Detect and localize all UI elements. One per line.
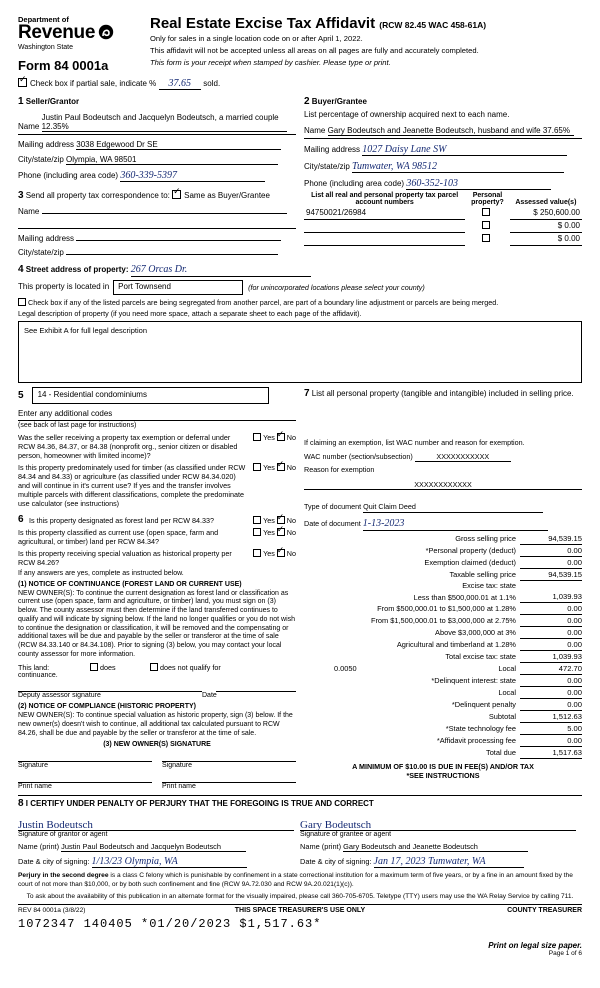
seller-name-label: Name — [18, 122, 40, 132]
perjury-note — [18, 872, 582, 889]
seller-mailing-label: Mailing address — [18, 140, 75, 150]
new-owner-print-label-1: Print name — [18, 783, 52, 791]
title-rcw: (RCW 82.45 WAC 458-61A) — [379, 20, 487, 30]
section-7-heading: 7 List all personal property (tangible and intangible) included in selling price. — [304, 388, 574, 400]
section-2-heading: 2 Buyer/Grantee — [304, 96, 367, 108]
reason-value[interactable]: XXXXXXXXXXXX — [304, 480, 582, 490]
parcel-number-1[interactable]: 94750021/26984 — [304, 207, 465, 220]
grantee-signature-value[interactable]: Gary Bodeutsch — [300, 819, 372, 832]
notice-continuance-body: NEW OWNER(S): To continue the current designation as forest land or classification as current use (open space, farm and agriculture, or timber) land, you must sign on (3) below. The county assessor must then determine if the land transferred continues to qualify and will indicate by signing below. If the land no longer qualifies or you do not wish to continue the designation or classification, it will be removed and the compensating or additional taxes will be due and payable by the seller or transferor at the time of sale (RCW 84.33.140 or 84.34.108). Prior to signing (3) below, you may contact your local county assessor for more information. — [18, 589, 296, 658]
located-in-row — [18, 280, 582, 294]
form-note-2: This affidavit will not be accepted unless all areas on all pages are fully and accurately completed. — [150, 46, 479, 55]
form-note-1: Only for sales in a single location code on or after April 1, 2022. — [150, 33, 363, 43]
calc-label-14: *Delinquent penalty — [451, 700, 516, 710]
notice-continuance-title: (1) NOTICE OF CONTINUANCE (FOREST LAND OR CURRENT USE) — [18, 580, 242, 588]
agency-block — [18, 16, 144, 73]
personal-property-3[interactable] — [465, 232, 509, 245]
located-in-input[interactable]: Port Townsend — [113, 280, 243, 294]
doc-date-label: Date of document — [304, 518, 361, 528]
calc-value-11[interactable]: 472.70 — [520, 663, 582, 675]
section-6-heading: 6 — [18, 514, 24, 526]
currentuse-yes-checkbox[interactable] — [253, 528, 261, 536]
section-1-heading: 1 Seller/Grantor — [18, 96, 80, 108]
section-3-heading: 3 Send all property tax correspondence to: ✓ Same as Buyer/Grantee — [18, 189, 296, 202]
calc-row — [304, 568, 582, 580]
print-legal-note: Print on legal size paper. — [488, 940, 582, 950]
calc-label-5: Less than $500,000.01 at 1.1% — [413, 592, 516, 602]
does-checkbox[interactable] — [90, 663, 98, 671]
calc-label-3: Taxable selling price — [449, 569, 516, 579]
assessed-value-3[interactable]: $ 0.00 — [510, 232, 582, 245]
land-use-code-input[interactable]: 14 - Residential condominiums — [32, 387, 269, 403]
historic-yes-checkbox[interactable] — [253, 549, 261, 557]
parcel-col-header: List all real and personal property tax parcel account numbers — [311, 191, 459, 206]
legal-description-box[interactable] — [18, 321, 582, 383]
form-note-3: This form is your receipt when stamped by cashier. Please type or print. — [150, 58, 391, 68]
table-row — [304, 232, 582, 245]
see-back-note: (see back of last page for instructions) — [18, 422, 137, 430]
see-instructions-note: *SEE INSTRUCTIONS — [406, 771, 480, 781]
calc-label-4: Excise tax: state — [462, 581, 516, 591]
grantee-print-label: Name (print) — [300, 842, 342, 852]
corr-city-row — [18, 248, 296, 257]
calc-label-8: Above $3,000,000 at 3% — [435, 628, 516, 638]
located-in-note: (for unincorporated locations please select your county) — [248, 282, 425, 292]
calc-label-1: *Personal property (deduct) — [425, 545, 516, 555]
revenue-logo-icon — [98, 24, 114, 44]
perjury-text: is a class C felony which is punishable by confinement in a state correctional institution for a maximum term of five years, or by a fine in an amount fixed by the court of not more than $10,000, or by both such confinement and fine (RCW 9A.72.030 and RCW 9A.20.021(1)(c)). — [18, 872, 573, 888]
calc-value-12[interactable]: 0.00 — [520, 675, 582, 687]
seller-mailing-value[interactable]: 3038 Edgewood Dr SE — [76, 140, 281, 150]
calc-value-13[interactable]: 0.00 — [520, 687, 582, 699]
corr-mailing-row — [18, 234, 296, 243]
calc-row — [304, 747, 582, 759]
minimum-due-note: A MINIMUM OF $10.00 IS DUE IN FEE(S) AND/OR TAX — [352, 762, 534, 772]
new-owner-sig-label-1: Signature — [18, 762, 48, 770]
calc-row — [304, 627, 582, 639]
calc-value-9[interactable]: 0.00 — [520, 639, 582, 651]
section-8-heading: 8 I CERTIFY UNDER PENALTY OF PERJURY THAT THE FOREGOING IS TRUE AND CORRECT — [18, 798, 374, 810]
exemption-yes-checkbox[interactable] — [253, 433, 261, 441]
doc-type-value[interactable]: Quit Claim Deed — [363, 502, 543, 512]
new-owner-sig-title: (3) NEW OWNER(S) SIGNATURE — [103, 741, 211, 749]
calc-value-5[interactable]: 1,039.93 — [520, 591, 582, 603]
same-as-buyer-label: Same as Buyer/Grantee — [184, 191, 270, 201]
land-qualify-row — [18, 663, 296, 672]
corr-city-value[interactable] — [66, 254, 278, 255]
new-owner-print-label-2: Print name — [162, 783, 196, 791]
calc-value-18[interactable]: 1,517.63 — [520, 747, 582, 759]
forest-land-answer[interactable]: Yes ✓No — [253, 516, 296, 525]
buyer-phone-row — [304, 178, 582, 190]
calc-label-9: Agricultural and timberland at 1.28% — [396, 640, 516, 650]
seller-phone-label: Phone (including area code) — [18, 171, 119, 181]
parcel-table — [304, 192, 582, 246]
tax-calculation-table — [304, 533, 582, 760]
corr-name-row — [18, 207, 296, 216]
current-use-row — [18, 528, 296, 546]
rev-number: REV 84 0001a (3/8/22) — [18, 906, 86, 914]
timber-no-checkbox[interactable] — [277, 463, 285, 471]
notice-compliance-body: NEW OWNER(S): To continue special valuation as historic property, sign (3) below. If the new owner(s) doesn't wish to continue, all additional tax calculated pursuant to RCW 84.26, shall be due and payable by the seller or transferor at the time of sale. — [18, 712, 293, 737]
calc-row — [304, 615, 582, 627]
calc-label-6: From $500,000.01 to $1,500,000 at 1.28% — [377, 604, 516, 614]
calc-value-15[interactable]: 1,512.63 — [520, 711, 582, 723]
calc-row — [304, 603, 582, 615]
calc-label-18: Total due — [486, 748, 516, 758]
historic-no-checkbox[interactable] — [277, 549, 285, 557]
grantor-date-row — [18, 856, 294, 868]
corr-name-value[interactable] — [42, 213, 287, 214]
timber-yes-checkbox[interactable] — [253, 463, 261, 471]
exemption-question-row — [18, 433, 296, 460]
form-header — [18, 16, 582, 73]
calc-row — [304, 556, 582, 568]
seller-phone-value[interactable]: 360-339-5397 — [120, 170, 265, 182]
segregated-row — [18, 298, 582, 307]
timber-use-question-text: Is this property predominately used for timber (as classified under RCW 84.34 and 84.33) or agriculture (as classified under RCW 84.34.020) and will continue in it's current use? If yes and the transfer involves multiple parcels with different classifications, complete the predominate use calculator (see instructions) — [18, 463, 246, 509]
calc-label-2: Exemption claimed (deduct) — [424, 557, 516, 567]
buyer-mailing-row — [304, 144, 582, 156]
dept-label: Department of — [18, 15, 69, 24]
grantee-date-value[interactable]: Jan 17, 2023 Tumwater, WA — [374, 856, 524, 868]
buyer-city-value[interactable]: Tumwater, WA 98512 — [352, 161, 564, 173]
grantor-signature-block — [18, 819, 300, 868]
grantee-date-row — [300, 856, 576, 868]
calc-row — [304, 687, 582, 699]
parcel-number-2[interactable] — [304, 219, 465, 232]
agency-name: Revenue — [18, 24, 144, 44]
this-land-label: This land: — [18, 662, 50, 672]
buyer-name-row — [304, 126, 582, 136]
calc-value-3[interactable]: 94,539.15 — [520, 568, 582, 580]
wac-number-row — [304, 452, 582, 462]
seller-city-value[interactable]: Olympia, WA 98501 — [66, 155, 278, 165]
grantor-signature-value[interactable]: Justin Bodeutsch — [18, 819, 93, 832]
historic-answer[interactable]: Yes ✓No — [253, 549, 296, 558]
ada-note: To ask about the availability of this publication in an alternate format for the visually impaired, please call 360-705-6705. Teletype (TTY) users may use the WA Relay Service by calling 711. — [26, 893, 574, 901]
doc-date-value[interactable]: 1-13-2023 — [363, 517, 548, 531]
corr-mailing-value[interactable] — [76, 240, 281, 241]
calc-label-10: Total excise tax: state — [445, 652, 516, 662]
calc-row — [304, 639, 582, 651]
buyer-mailing-label: Mailing address — [304, 144, 361, 154]
timber-use-question-row — [18, 463, 296, 508]
forest-land-question: Is this property designated as forest land per RCW 84.33? — [29, 516, 214, 526]
calc-value-17[interactable]: 0.00 — [520, 735, 582, 747]
seller-phone-row — [18, 170, 296, 182]
ownership-note: List percentage of ownership acquired next to each name. — [304, 110, 510, 120]
state-label: Washington State — [18, 43, 73, 51]
calc-row — [304, 663, 582, 675]
treasurer-use-label: THIS SPACE TREASURER'S USE ONLY — [234, 906, 366, 914]
page-number: Page 1 of 6 — [548, 949, 582, 957]
calc-label-16: *State technology fee — [445, 724, 516, 734]
calc-row — [304, 591, 582, 603]
current-use-question: Is this property classified as current use (open space, farm and agricultural, or timber) land per RCW 84.34? — [18, 528, 219, 547]
partial-sale-row — [18, 78, 582, 89]
calc-row — [304, 699, 582, 711]
calc-row — [304, 675, 582, 687]
page-title: Real Estate Excise Tax Affidavit (RCW 82.45 WAC 458-61A) — [150, 15, 487, 32]
calc-row — [304, 723, 582, 735]
partial-sale-label: Check box if partial sale, indicate % — [30, 79, 157, 89]
personal-property-2[interactable] — [465, 219, 509, 232]
calc-value-2[interactable]: 0.00 — [520, 556, 582, 568]
form-number: Form 84 0001a — [18, 58, 109, 74]
wac-number-label: WAC number (section/subsection) — [304, 451, 413, 461]
calc-row — [304, 711, 582, 723]
forest-land-row — [29, 516, 296, 525]
corr-name-label: Name — [18, 207, 40, 217]
grantor-print-label: Name (print) — [18, 842, 60, 852]
ifyes-note: If any answers are yes, complete as instructed below. — [18, 570, 184, 578]
assessed-value-1[interactable]: $ 250,600.00 — [510, 207, 582, 220]
land-doesnot-option[interactable]: does not qualify for — [150, 663, 221, 672]
calc-label-7: From $1,500,000.01 to $3,000,000 at 2.75% — [370, 616, 516, 626]
buyer-phone-value[interactable]: 360-352-103 — [406, 178, 551, 190]
same-as-buyer-checkbox[interactable] — [172, 190, 181, 199]
grantee-signature-block — [300, 819, 582, 868]
seller-name-row — [18, 113, 296, 132]
county-treasurer-label: COUNTY TREASURER — [507, 906, 582, 914]
calc-value-7[interactable]: 0.00 — [520, 615, 582, 627]
grantor-date-value[interactable]: 1/13/23 Olympia, WA — [92, 856, 247, 868]
grantor-print-value[interactable]: Justin Paul Bodeutsch and Jacquelyn Bodeutsch — [61, 842, 246, 852]
seller-mailing-row — [18, 140, 296, 150]
deputy-assessor-label: Deputy assessor signature — [18, 692, 101, 700]
assessed-value-2[interactable]: $ 0.00 — [510, 219, 582, 232]
calc-value-8[interactable]: 0.00 — [520, 627, 582, 639]
calc-value-6[interactable]: 0.00 — [520, 603, 582, 615]
calc-value-16[interactable]: 5.00 — [520, 723, 582, 735]
deputy-date-label: Date — [202, 692, 217, 700]
local-rate: 0.0050 — [334, 664, 357, 674]
timber-use-answer[interactable]: Yes ✓No — [253, 463, 296, 472]
partial-sale-percent[interactable]: 37.65 — [159, 78, 202, 90]
calc-label-17: *Affidavit processing fee — [436, 736, 516, 746]
notice-compliance-title: (2) NOTICE OF COMPLIANCE (HISTORIC PROPERTY) — [18, 703, 196, 711]
exemption-instructions: If claiming an exemption, list WAC number and reason for exemption. — [304, 438, 525, 448]
wac-number-value[interactable]: XXXXXXXXXXX — [415, 452, 511, 462]
personal-col-header: Personal property? — [471, 191, 504, 206]
grantee-print-row — [300, 842, 576, 852]
buyer-name-label: Name — [304, 125, 326, 135]
parcel-number-3[interactable] — [304, 232, 465, 245]
calc-value-4 — [520, 580, 582, 591]
calc-value-0[interactable]: 94,539.15 — [520, 533, 582, 545]
calc-value-1[interactable]: 0.00 — [520, 544, 582, 556]
calc-row — [304, 544, 582, 556]
section-4 — [18, 263, 582, 383]
reason-label: Reason for exemption — [304, 465, 375, 475]
does-not-checkbox[interactable] — [150, 663, 158, 671]
calc-row — [304, 580, 582, 591]
perjury-bold: Perjury in the second degree — [18, 872, 109, 880]
doc-type-label: Type of document — [304, 502, 362, 512]
located-in-label: This property is located in — [18, 282, 110, 292]
doc-type-row — [304, 502, 582, 512]
calc-row — [304, 533, 582, 545]
calc-label-11: Local — [498, 664, 516, 674]
exemption-answer[interactable]: Yes ✓No — [253, 433, 296, 442]
assessed-col-header: Assessed value(s) — [515, 198, 577, 206]
grantor-print-row — [18, 842, 294, 852]
street-address-value[interactable]: 267 Orcas Dr. — [131, 263, 311, 277]
partial-sale-checkbox[interactable] — [18, 78, 27, 87]
segregated-checkbox[interactable] — [18, 298, 26, 306]
exemption-question-text: Was the seller receiving a property tax exemption or deferral under RCW 84.36, 84.37, or 84.38 (nonprofit org., senior citizen or disabled person, homeowner with limited income)? — [18, 433, 238, 461]
grantee-signature-label: Signature of grantee or agent — [300, 831, 392, 839]
calc-label-15: Subtotal — [488, 712, 516, 722]
buyer-city-label: City/state/zip — [304, 161, 350, 171]
calc-label-13: Local — [498, 688, 516, 698]
table-row — [304, 207, 582, 220]
grantee-date-label: Date & city of signing: — [300, 857, 372, 867]
seller-name-value[interactable]: Justin Paul Bodeutsch and Jacquelyn Bodeutsch, a married couple 12.35% — [42, 113, 287, 132]
corr-city-label: City/state/zip — [18, 248, 64, 258]
grantee-print-value[interactable]: Gary Bodeutsch and Jeanette Bodeutsch — [343, 842, 528, 852]
buyer-mailing-value[interactable]: 1027 Daisy Lane SW — [362, 144, 567, 156]
buyer-city-row — [304, 161, 582, 173]
calc-row — [304, 735, 582, 747]
continuance-word: continuance. — [18, 671, 58, 679]
table-row — [304, 219, 582, 232]
segregated-label: Check box if any of the listed parcels are being segregated from another parcel, are part of a boundary line adjustment or parcels are being merged. — [28, 297, 499, 307]
sold-label: sold. — [203, 79, 221, 89]
seller-city-label: City/state/zip — [18, 155, 64, 165]
exemption-no-checkbox[interactable] — [277, 433, 285, 441]
historic-question: Is this property receiving special valuation as historical property per RCW 84.26? — [18, 549, 232, 568]
section-5-heading: 5 14 - Residential condominiums — [18, 387, 296, 403]
doc-date-row — [304, 517, 582, 531]
forest-no-checkbox[interactable] — [277, 516, 285, 524]
additional-codes-label: Enter any additional codes — [18, 408, 113, 418]
new-owner-sig-label-2: Signature — [162, 762, 192, 770]
corr-mailing-label: Mailing address — [18, 234, 75, 244]
buyer-phone-label: Phone (including area code) — [304, 178, 405, 188]
section-8 — [18, 795, 582, 868]
personal-property-1[interactable] — [465, 207, 509, 220]
calc-value-14[interactable]: 0.00 — [520, 699, 582, 711]
grantor-signature-label: Signature of grantor or agent — [18, 831, 108, 839]
land-does-option[interactable]: does — [90, 663, 150, 672]
currentuse-no-checkbox[interactable] — [277, 528, 285, 536]
buyer-name-value[interactable]: Gary Bodeutsch and Jeanette Bodeutsch, husband and wife 37.65% — [328, 126, 574, 136]
seller-city-row — [18, 155, 296, 165]
treasurer-stamp: 1072347 140405 *01/20/2023 $1,517.63* — [18, 916, 322, 931]
legal-description-value: See Exhibit A for full legal description — [24, 326, 147, 336]
calc-label-12: *Delinquent interest: state — [431, 676, 516, 686]
section-4-heading: 4 Street address of property: 267 Orcas Dr. — [18, 263, 582, 277]
calc-row — [304, 651, 582, 663]
historic-row — [18, 549, 296, 567]
calc-label-0: Gross selling price — [455, 534, 516, 544]
legal-desc-label: Legal description of property (if you need more space, attach a separate sheet to each page of the affidavit). — [18, 308, 362, 318]
calc-value-10[interactable]: 1,039.93 — [520, 651, 582, 663]
forest-yes-checkbox[interactable] — [253, 516, 261, 524]
grantor-date-label: Date & city of signing: — [18, 857, 90, 867]
current-use-answer[interactable]: Yes ✓No — [253, 528, 296, 537]
